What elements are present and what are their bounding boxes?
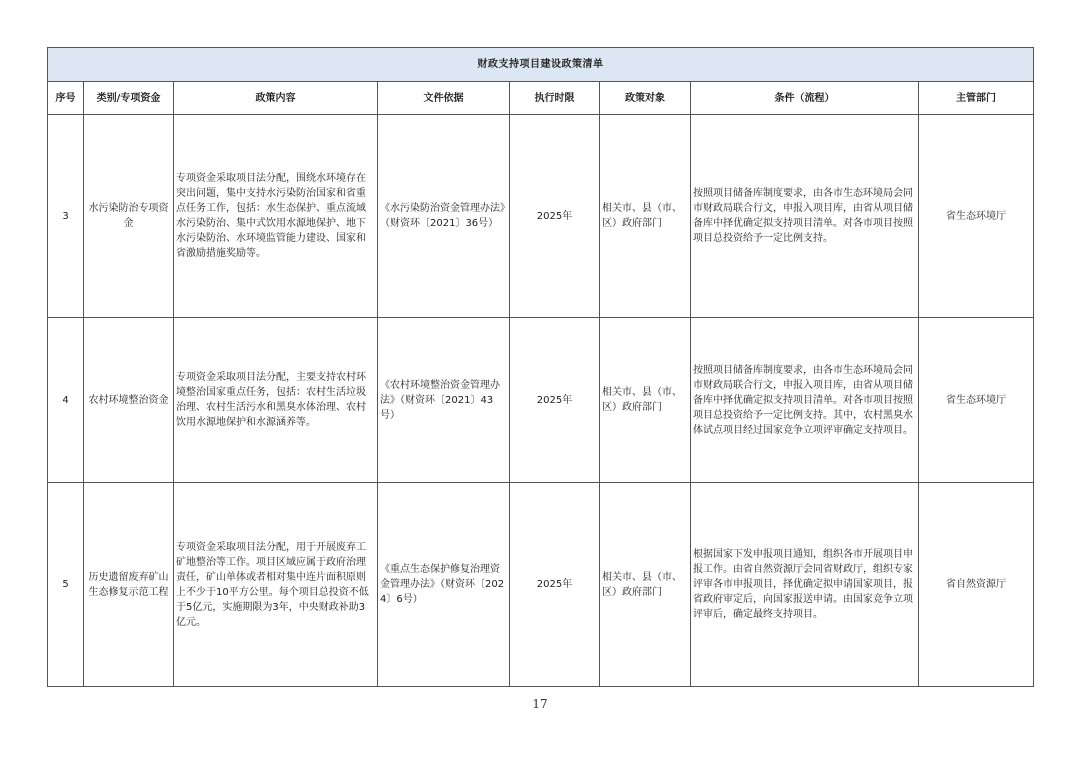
table-row: [48, 483, 1034, 687]
header-conditions: 条件（流程）: [691, 82, 919, 115]
table-row: [48, 115, 1034, 318]
row-basis: 《水污染防治资金管理办法》（财资环〔2021〕36号）: [378, 115, 510, 318]
row-conditions: 按照项目储备库制度要求，由各市生态环境局会同市财政局联合行文，申报入项目库，由省从项目储备库中择优确定拟支持项目清单。对各市项目按照项目总投资给予一定比例支持。: [691, 115, 919, 318]
table-title: 财政支持项目建设政策清单: [48, 48, 1034, 82]
table-row: [48, 318, 1034, 483]
row-conditions: 按照项目储备库制度要求，由各市生态环境局会同市财政局联合行文，申报入项目库，由省从项目储备库中择优确定拟支持项目清单。对各市项目按照项目总投资给予一定比例支持。其中，农村黑臭水体试点项目经过国家竞争立项评审确定支持项目。: [691, 318, 919, 483]
row-target: 相关市、县（市、区）政府部门: [600, 318, 691, 483]
row-department: 省自然资源厅: [919, 483, 1034, 687]
row-content: 专项资金采取项目法分配，用于开展废弃工矿地整治等工作。项目区域应属于政府治理责任，矿山单体或者相对集中连片面积原则上不少于10平方公里。每个项目总投资不低于5亿元，实施期限为3年，中央财政补助3亿元。: [174, 483, 378, 687]
row-basis: 《重点生态保护修复治理资金管理办法》（财资环〔2024〕6号）: [378, 483, 510, 687]
header-category: 类别/专项资金: [84, 82, 174, 115]
row-target: 相关市、县（市、区）政府部门: [600, 115, 691, 318]
row-period: 2025年: [510, 115, 600, 318]
row-content: 专项资金采取项目法分配，围绕水环境存在突出问题，集中支持水污染防治国家和省重点任务工作，包括：水生态保护、重点流域水污染防治、集中式饮用水源地保护、地下水污染防治、水环境监管能力建设、国家和省激励措施奖励等。: [174, 115, 378, 318]
header-no: 序号: [48, 82, 84, 115]
policy-table: [47, 47, 1034, 687]
row-category: 农村环境整治资金: [84, 318, 174, 483]
header-period: 执行时限: [510, 82, 600, 115]
header-target: 政策对象: [600, 82, 691, 115]
row-conditions: 根据国家下发申报项目通知，组织各市开展项目申报工作。由省自然资源厅会同省财政厅，组织专家评审各市申报项目，择优确定拟申请国家项目，报省政府审定后，向国家报送申请。由国家竞争立项评审后，确定最终支持项目。: [691, 483, 919, 687]
row-target: 相关市、县（市、区）政府部门: [600, 483, 691, 687]
row-content: 专项资金采取项目法分配，主要支持农村环境整治国家重点任务，包括：农村生活垃圾治理、农村生活污水和黑臭水体治理、农村饮用水源地保护和水源涵养等。: [174, 318, 378, 483]
header-row: [48, 82, 1034, 115]
row-category: 历史遗留废弃矿山生态修复示范工程: [84, 483, 174, 687]
row-basis: 《农村环境整治资金管理办法》（财资环〔2021〕43号）: [378, 318, 510, 483]
header-basis: 文件依据: [378, 82, 510, 115]
row-no: 5: [48, 483, 84, 687]
header-content: 政策内容: [174, 82, 378, 115]
row-period: 2025年: [510, 318, 600, 483]
row-department: 省生态环境厅: [919, 115, 1034, 318]
header-department: 主管部门: [919, 82, 1034, 115]
page-number: 17: [532, 697, 548, 711]
row-department: 省生态环境厅: [919, 318, 1034, 483]
row-no: 4: [48, 318, 84, 483]
row-period: 2025年: [510, 483, 600, 687]
row-category: 水污染防治专项资金: [84, 115, 174, 318]
title-row: [48, 48, 1034, 82]
row-no: 3: [48, 115, 84, 318]
